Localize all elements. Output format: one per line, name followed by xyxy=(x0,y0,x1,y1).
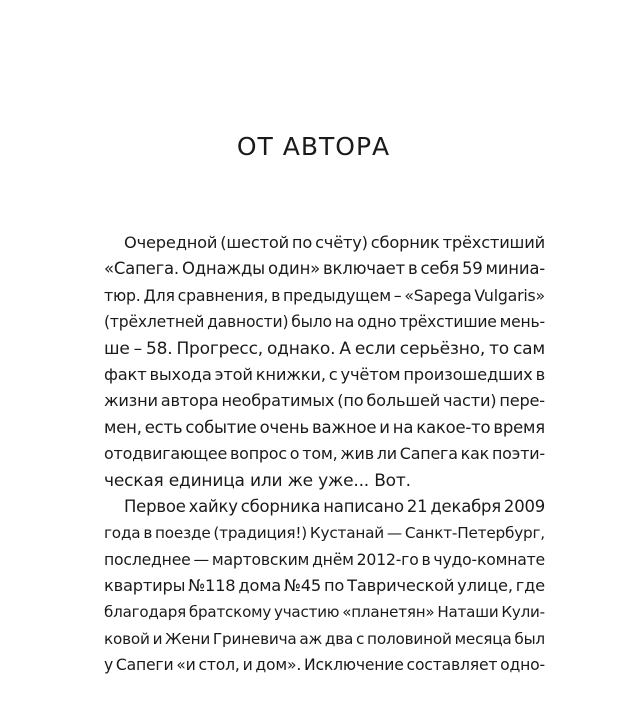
text-line: (трёхлетней давности) было на одно трёхстишие мень- xyxy=(104,313,545,332)
text-line: Очередной (шестой по счёту) сборник трёхстиший xyxy=(124,233,545,252)
text-line: квартиры №118 дома №45 по Таврической улице, где xyxy=(104,576,545,596)
text-line: ковой и Жени Гриневича аж два с половиной месяца был xyxy=(104,629,545,648)
text-line: «Сапега. Однажды один» включает в себя 59 миниа- xyxy=(104,259,545,279)
text-line: ческая единица или же уже... Вот. xyxy=(104,470,411,491)
text-line: тюр. Для сравнения, в предыдущем – «Sapega Vulgaris» xyxy=(104,285,545,305)
text-line: мен, есть событие очень важное и на какое-то время xyxy=(104,417,545,437)
text-line: у Сапеги «и стол, и дом». Исключение составляет одно- xyxy=(104,655,545,675)
text-line: последнее — мартовским днём 2012-го в чудо-комнате xyxy=(104,549,545,569)
text-line: жизни автора необратимых (по большей части) пере- xyxy=(104,391,545,411)
text-line: года в поезде (традиция!) Кустанай — Санкт-Петербург, xyxy=(104,524,545,543)
text-line: факт выхода этой книжки, с учётом произошедших в xyxy=(104,364,545,384)
page-title: ОТ АВТОРА xyxy=(236,132,391,161)
text-line: благодаря братскому участию «планетян» Наташи Кули- xyxy=(104,603,545,622)
text-line: отодвигающее вопрос о том, жив ли Сапега как поэти- xyxy=(104,444,545,464)
text-line: Первое хайку сборника написано 21 декабря 2009 xyxy=(124,496,545,516)
text-line: ше – 58. Прогресс, однако. А если серьёзно, то сам xyxy=(104,338,545,359)
body-text xyxy=(104,230,545,679)
